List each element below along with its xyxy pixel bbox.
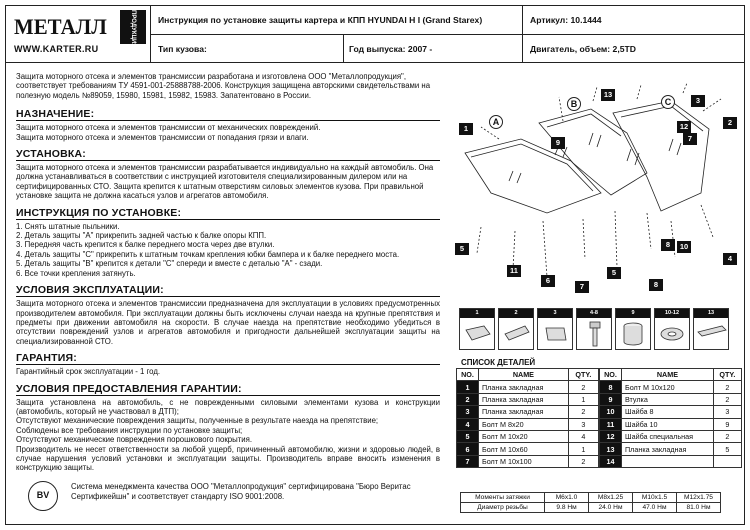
callout-11: 11	[507, 265, 521, 277]
website-link[interactable]: WWW.KARTER.RU	[14, 44, 99, 54]
table-row: 11 Шайба 10 9	[600, 418, 742, 430]
callout-4: 4	[723, 253, 737, 265]
logo-vertical-text: ПРОДУКЦИЯ	[120, 10, 146, 44]
part-icons	[459, 308, 741, 350]
table-row: 6 Болт М 10х60 1	[457, 443, 599, 455]
bolt-icon	[577, 318, 611, 350]
table-row: 5 Болт М 10х20 4	[457, 430, 599, 442]
part-icon-3: 3	[537, 308, 573, 350]
plate-icon	[538, 318, 572, 350]
installation-text: Защита моторного отсека и элементов трансмиссии разрабатывается индивидуально на каждый автомобиль. Она должна устанавливаться в соответствии с инструкцией изготовителя специализированным дилером или на сертифицированных СТО. Защита крепится к штатным отверстиям силовых элементов кузова. При правильной установке защита не должна касаться узлов и агрегатов автомобиля.	[16, 163, 434, 201]
table-row: 3 Планка закладная 2	[457, 406, 599, 418]
table-row: 9 Втулка 2	[600, 393, 742, 405]
header	[6, 6, 744, 63]
warranty-condition: Отсутствуют механические повреждения защиты, полученные в результате наезда на препятствие;	[16, 416, 379, 426]
certification-badge-icon: BV	[28, 481, 58, 511]
table-row: 8 Болт М 10х120 2	[600, 381, 742, 393]
part-icon-9: 9	[615, 308, 651, 350]
section-title-operation: УСЛОВИЯ ЭКСПЛУАТАЦИИ:	[16, 284, 440, 297]
warranty-condition: Соблюдены все требования инструкции по установке защиты;	[16, 425, 243, 435]
callout-5b: 5	[607, 267, 621, 279]
callout-2: 2	[723, 117, 737, 129]
instruction-step: 4. Деталь защиты "С" прикрепить к штатным точкам крепления юбки бампера и к балке переднего моста.	[16, 249, 400, 259]
exploded-assembly-drawing	[451, 81, 741, 301]
part-letter-c: C	[661, 95, 675, 109]
purpose-line: Защита моторного отсека и элементов трансмиссии от попадания грязи и влаги.	[16, 132, 309, 142]
table-row: 4 Болт М 8х20 3	[457, 418, 599, 430]
part-icon-2: 2	[498, 308, 534, 350]
instruction-step: 2. Деталь защиты "А" прикрепить задней частью к балке опоры КПП.	[16, 231, 267, 241]
instruction-sheet	[5, 5, 745, 525]
callout-8b: 8	[649, 279, 663, 291]
part-icon-10-12: 10-12	[654, 308, 690, 350]
part-icon-4-8: 4-8	[576, 308, 612, 350]
plate-icon	[499, 318, 533, 350]
plate-icon	[694, 318, 728, 350]
table-row: Моменты затяжки M6x1.0 M8x1.25 M10x1.5 M12x1.75	[461, 493, 721, 503]
table-row: 12 Шайба специальная 2	[600, 430, 742, 442]
body-type-label: Тип кузова:	[158, 44, 207, 54]
assembly-diagram	[451, 81, 741, 301]
callout-10: 10	[677, 241, 691, 253]
torque-label: Моменты затяжки	[461, 493, 545, 503]
section-title-warranty: ГАРАНТИЯ:	[16, 352, 440, 365]
thread-label: Диаметр резьбы	[461, 503, 545, 513]
parts-table-right: NO. NAME QTY. 8 Болт М 10х120 2 9 Втулка 2 10 Шайба 8 3 11 Шайба 10 9 12 Шайба специальная 2 13 Планка закладная 5 14	[599, 368, 742, 468]
year-label: Год выпуска: 2007 -	[349, 44, 433, 54]
warranty-condition: Отсутствуют механические повреждения порошкового покрытия.	[16, 435, 253, 445]
callout-3: 3	[691, 95, 705, 107]
callout-8: 8	[661, 239, 675, 251]
callout-6: 6	[541, 275, 555, 287]
callout-7: 7	[683, 133, 697, 145]
engine-label: Двигатель, объем: 2,5TD	[530, 44, 636, 54]
warranty-condition: Защита установлена на автомобиль, с не поврежденными силовыми элементами кузова и конструкции (автомобиль, который не участвовал в ДТП);	[16, 397, 440, 416]
callout-12: 12	[677, 121, 691, 133]
parts-list-title: СПИСОК ДЕТАЛЕЙ	[461, 358, 536, 367]
warranty-condition: Производитель не несет ответственности за любой ущерб, причиненный автомобилю, жизни и здоровью людей, в случае нарушения условий установки и эксплуатации защиты. Производитель вправе вносить изменения в конструкцию защиты.	[16, 444, 440, 473]
instruction-step: 6. Все точки крепления затянуть.	[16, 268, 136, 278]
operation-text: Защита моторного отсека и элементов трансмиссии предназначена для эксплуатации в условиях предусмотренных производителем автомобиля. При эксплуатации должны быть исключены случаи наезда на крупные препятствия и предметы при движении автомобиля на скорости. В случае наезда на препятствие необходимо убедиться в отсутствии повреждений узлов и агрегатов автомобиля и пригодности дальнейшей эксплуатации защиты на специализированной СТО.	[16, 299, 440, 346]
part-letter-b: B	[567, 97, 581, 111]
purpose-line: Защита моторного отсека и элементов трансмиссии от механических повреждений.	[16, 123, 321, 133]
section-title-installation: УСТАНОВКА:	[16, 148, 440, 161]
part-letter-a: A	[489, 115, 503, 129]
section-title-instruction: ИНСТРУКЦИЯ ПО УСТАНОВКЕ:	[16, 207, 440, 220]
warranty-text: Гарантийный срок эксплуатации - 1 год.	[16, 367, 161, 377]
washer-icon	[655, 318, 689, 350]
callout-9: 9	[551, 137, 565, 149]
callout-7b: 7	[575, 281, 589, 293]
certification-block	[16, 481, 446, 521]
certification-text: Система менеджмента качества ООО "Металлопродукция" сертифицирована "Бюро Веритас Сертификейшн" и соответствует стандарту ISO 9001:2008.	[71, 482, 411, 501]
section-title-purpose: НАЗНАЧЕНИЕ:	[16, 108, 440, 121]
callout-5: 5	[455, 243, 469, 255]
article-number: Артикул: 10.1444	[530, 15, 602, 25]
table-row: 7 Болт М 10х100 2	[457, 455, 599, 467]
instruction-step: 5. Деталь защиты "В" крепится к детали "С" спереди и вместе с деталью "А" - сзади.	[16, 259, 323, 269]
logo-text: МЕТАЛЛ	[14, 14, 107, 39]
part-icon-1: 1	[459, 308, 495, 350]
instruction-step: 1. Снять штатные пыльники.	[16, 221, 120, 231]
table-row: 1 Планка закладная 2	[457, 381, 599, 393]
part-icon-13: 13	[693, 308, 729, 350]
document-title: Инструкция по установке защиты картера и КПП HYUNDAI H I (Grand Starex)	[158, 15, 483, 25]
table-row: Диаметр резьбы 9.8 Нм 24.0 Нм 47.0 Нм 81.0 Нм	[461, 503, 721, 513]
table-row: 10 Шайба 8 3	[600, 406, 742, 418]
instruction-step: 3. Передняя часть крепится к балке переднего моста через две втулки.	[16, 240, 275, 250]
table-row: 2 Планка закладная 1	[457, 393, 599, 405]
table-row: 13 Планка закладная 5	[600, 443, 742, 455]
callout-13: 13	[601, 89, 615, 101]
section-title-warranty-conditions: УСЛОВИЯ ПРЕДОСТАВЛЕНИЯ ГАРАНТИИ:	[16, 383, 440, 396]
parts-table-left: NO. NAME QTY. 1 Планка закладная 2 2 Планка закладная 1 3 Планка закладная 2 4 Болт М 8х20 3 5 Болт М 10х20 4 6 Болт М 10х60 1 7 Болт М 10х100 2	[456, 368, 599, 468]
plate-icon	[460, 318, 494, 350]
text-column	[16, 72, 440, 473]
intro-paragraph: Защита моторного отсека и элементов трансмиссии разработана и изготовлена ООО "Металлопродукция", соответствует требованиям ТУ 4591-001-25888788-2006. Конструкция защищена авторскими свидетельствами на полезную модель №89059, 15980, 15981, 15982, 15983. Запатентовано в России.	[16, 72, 431, 100]
torque-table	[460, 492, 721, 513]
brand-logo	[6, 6, 151, 63]
bushing-icon	[616, 318, 650, 350]
table-row: 14	[600, 455, 742, 467]
callout-1: 1	[459, 123, 473, 135]
